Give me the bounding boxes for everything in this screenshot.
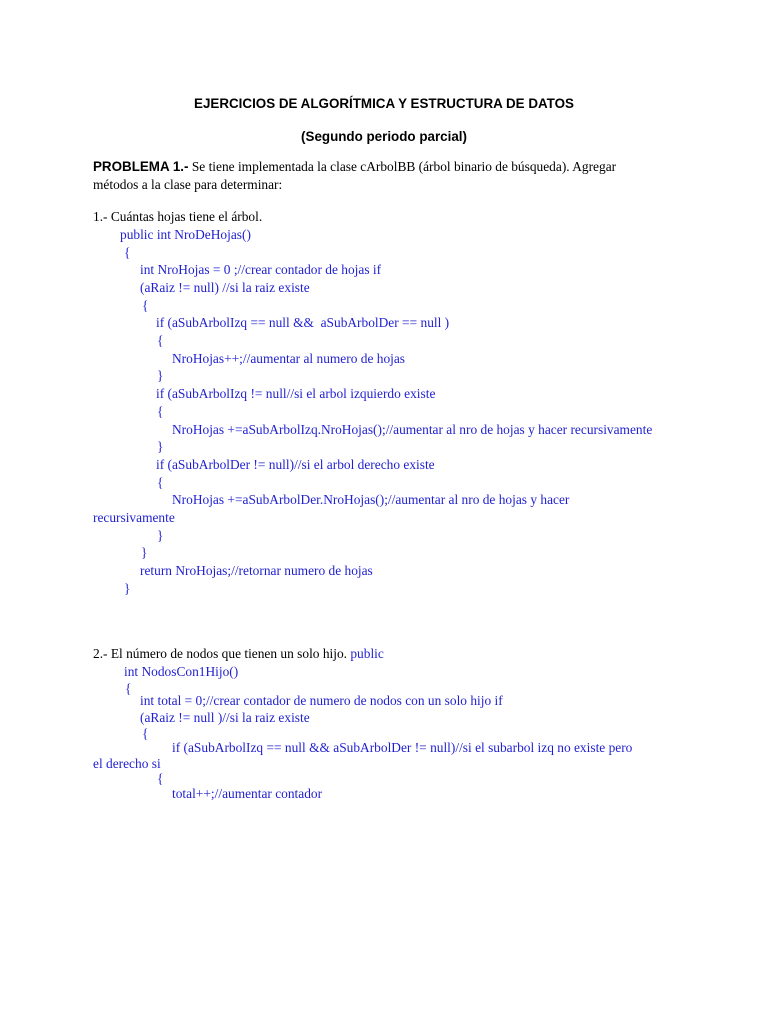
- code-line: public int NroDeHojas(): [120, 227, 251, 242]
- code-line: if (aSubArbolIzq == null && aSubArbolDer != null)//si el subarbol izq no existe pero: [172, 740, 633, 755]
- code-line: {: [142, 298, 149, 313]
- question-1-heading: 1.- Cuántas hojas tiene el árbol.: [93, 209, 263, 224]
- code-line: (aRaiz != null )//si la raiz existe: [140, 710, 310, 725]
- code-line: {: [124, 245, 131, 260]
- code-line: {: [157, 771, 164, 786]
- code-line: total++;//aumentar contador: [172, 786, 323, 801]
- problem-label: PROBLEMA 1.-: [93, 159, 189, 174]
- code-line: {: [157, 404, 164, 419]
- document-subtitle: (Segundo periodo parcial): [301, 129, 467, 144]
- code-line: }: [157, 528, 164, 543]
- code-line: NroHojas +=aSubArbolDer.NroHojas();//aumentar al nro de hojas y hacer: [172, 492, 570, 507]
- code-line: {: [125, 681, 132, 696]
- document-title: EJERCICIOS DE ALGORÍTMICA Y ESTRUCTURA DE DATOS: [194, 96, 574, 111]
- code-line: int NroHojas = 0 ;//crear contador de hojas if: [140, 262, 382, 277]
- code-line: int total = 0;//crear contador de numero de nodos con un solo hijo if: [140, 693, 503, 708]
- question-2-heading-code: public: [350, 646, 384, 661]
- code-line: int NodosCon1Hijo(): [124, 664, 239, 679]
- code-line: if (aSubArbolDer != null)//si el arbol derecho existe: [156, 457, 435, 472]
- code-line: }: [141, 545, 148, 560]
- code-line: (aRaiz != null) //si la raiz existe: [140, 280, 310, 295]
- code-line: return NroHojas;//retornar numero de hojas: [140, 563, 373, 578]
- code-line: recursivamente: [93, 510, 175, 525]
- code-line: {: [157, 475, 164, 490]
- code-line: }: [124, 581, 131, 596]
- code-line: if (aSubArbolIzq == null && aSubArbolDer == null ): [156, 315, 450, 330]
- code-line: NroHojas++;//aumentar al numero de hojas: [172, 351, 406, 366]
- code-line: if (aSubArbolIzq != null//si el arbol izquierdo existe: [156, 386, 436, 401]
- code-line: NroHojas +=aSubArbolIzq.NroHojas();//aumentar al nro de hojas y hacer recursivamente: [172, 422, 653, 437]
- code-line: }: [157, 439, 164, 454]
- code-line: }: [157, 368, 164, 383]
- question-2-heading-text: 2.- El número de nodos que tienen un solo hijo.: [93, 646, 351, 661]
- code-line: {: [157, 333, 164, 348]
- problem-statement-line-1: [93, 159, 616, 175]
- code-line: {: [142, 726, 149, 741]
- problem-statement-line-2: métodos a la clase para determinar:: [93, 177, 283, 192]
- problem-text: Se tiene implementada la clase cArbolBB (árbol binario de búsqueda). Agregar: [188, 159, 617, 174]
- code-line: el derecho si: [93, 756, 161, 771]
- question-2-heading: [93, 646, 384, 662]
